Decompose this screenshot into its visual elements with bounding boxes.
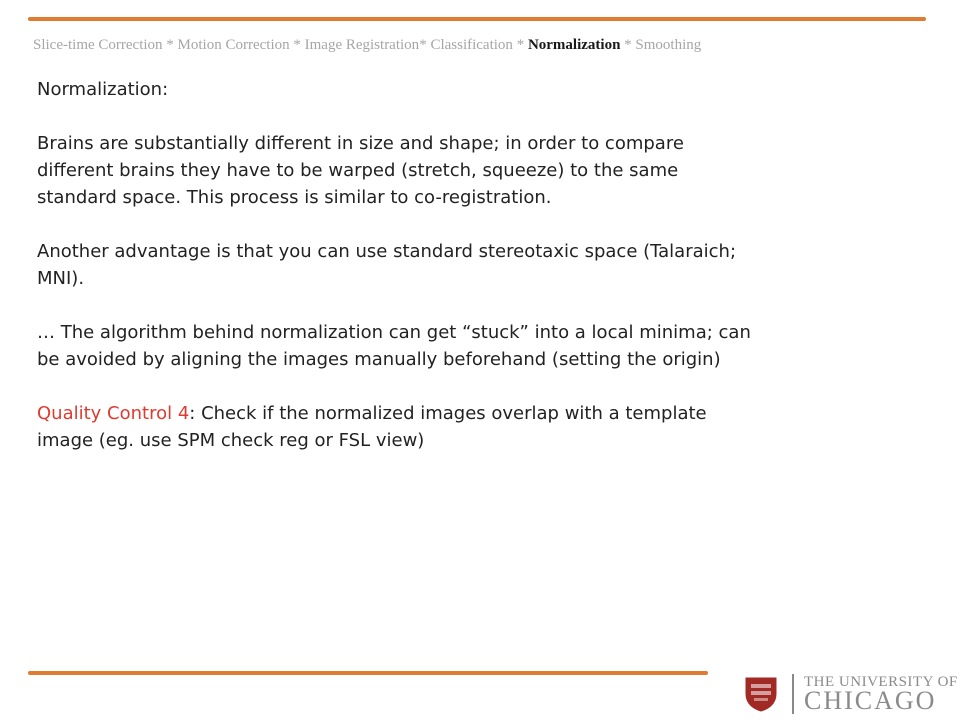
- breadcrumb-step-motion-correction: Motion Correction: [177, 37, 290, 53]
- logo-wordmark-line2: CHICAGO: [804, 686, 937, 715]
- paragraph-local-minima: … The algorithm behind normalization can get “stuck” into a local minima; can be avoided by aligning the images manually beforehand (setting the origin): [37, 322, 751, 370]
- section-heading: Normalization:: [37, 79, 169, 100]
- quality-control-label: Quality Control 4: [37, 403, 190, 424]
- slide-body: [37, 76, 757, 481]
- top-accent-rule: [28, 17, 926, 21]
- bottom-accent-rule: [28, 671, 708, 675]
- paragraph-size-shape: Brains are substantially different in size and shape; in order to compare different brains they have to be warped (stretch, squeeze) to the same standard space. This process is similar to co-registration.: [37, 133, 684, 208]
- breadcrumb-separator: *: [162, 37, 178, 53]
- breadcrumb: [33, 37, 933, 54]
- quality-control-text: : Check if the normalized images overlap with a template image (eg. use SPM check reg or FSL view): [37, 403, 707, 451]
- logo-divider: [792, 674, 794, 714]
- logo-wordmark-line1: THE UNIVERSITY OF: [804, 674, 958, 690]
- university-crest-icon: [744, 676, 778, 712]
- university-logo: [744, 672, 958, 716]
- breadcrumb-separator: *: [620, 37, 636, 53]
- breadcrumb-separator: *: [419, 37, 431, 53]
- breadcrumb-step-classification: Classification: [430, 37, 513, 53]
- breadcrumb-step-smoothing: Smoothing: [635, 37, 702, 53]
- breadcrumb-step-image-registration: Image Registration: [304, 37, 420, 53]
- breadcrumb-separator: *: [289, 37, 305, 53]
- quality-control-note: [37, 400, 757, 454]
- paragraph-stereotaxic-space: Another advantage is that you can use standard stereotaxic space (Talaraich; MNI).: [37, 241, 737, 289]
- breadcrumb-separator: *: [512, 37, 528, 53]
- breadcrumb-step-slice-time: Slice-time Correction: [33, 37, 163, 53]
- breadcrumb-step-normalization-current: Normalization: [527, 37, 621, 53]
